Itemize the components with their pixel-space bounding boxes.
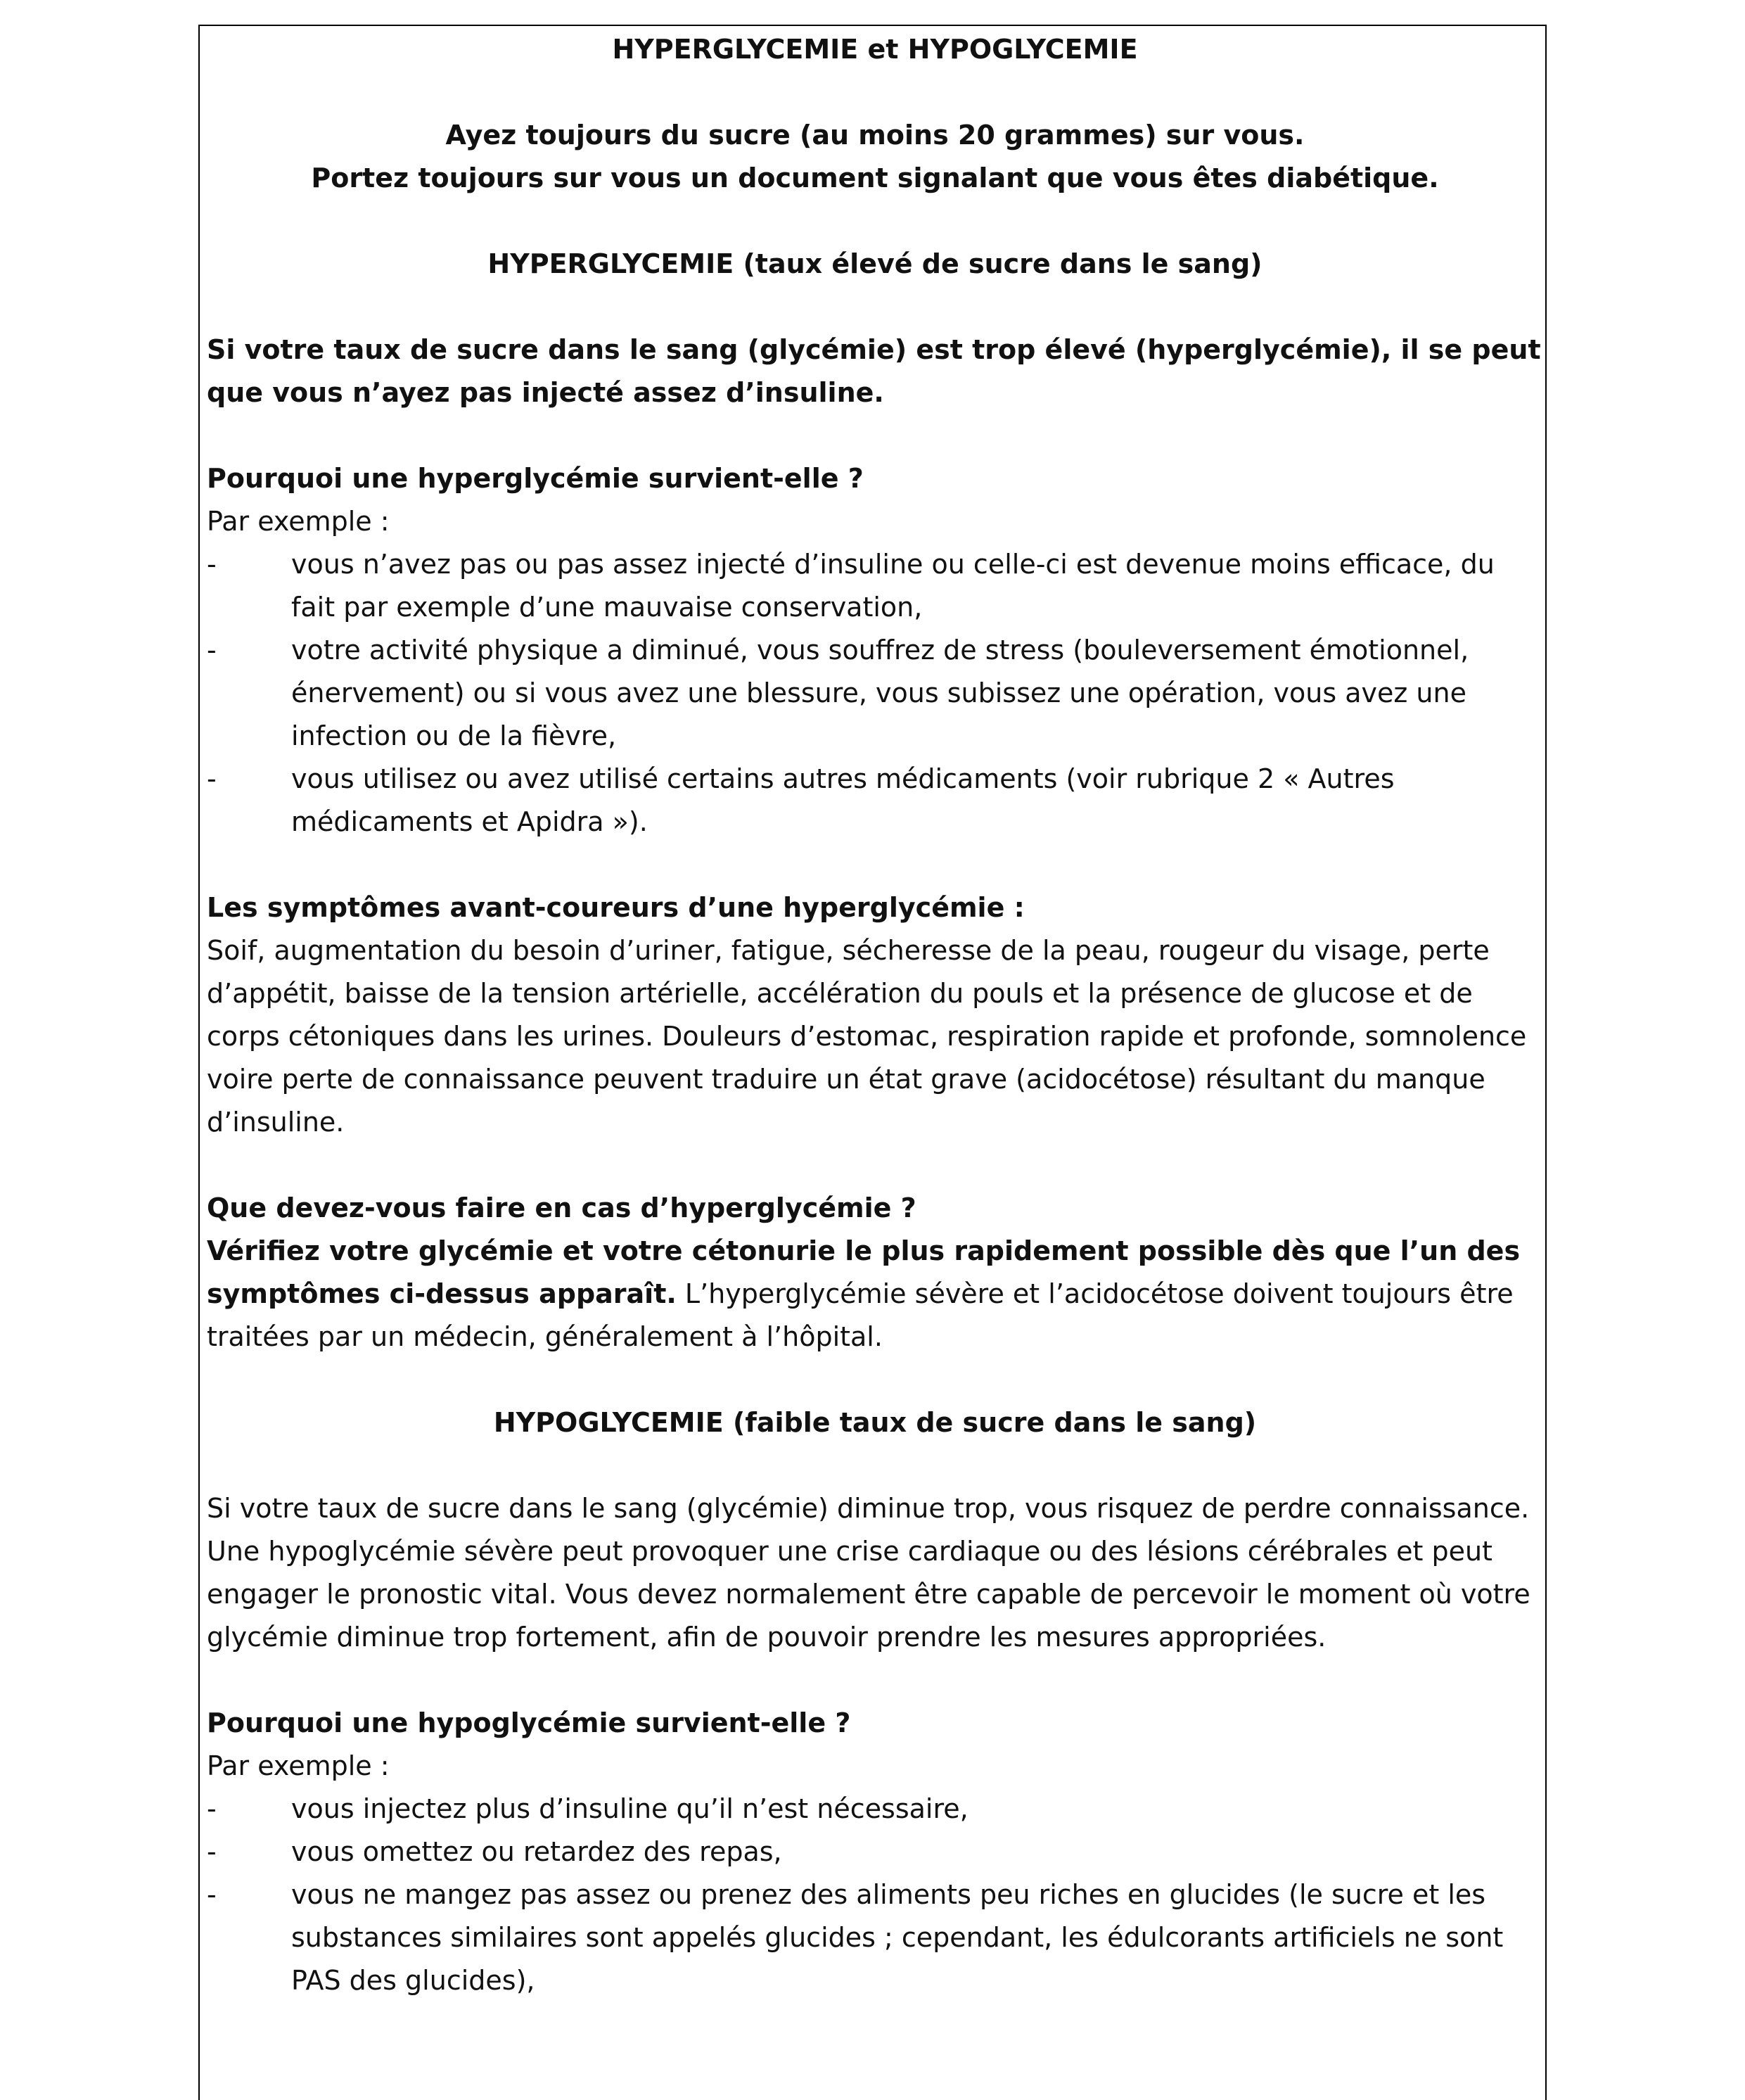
list-item-text: vous utilisez ou avez utilisé certains autres médicaments (voir rubrique 2 « Autres médicaments et Apidra »).: [291, 763, 1395, 837]
list-item: [207, 1831, 1543, 1873]
hyper-symptoms-heading: Les symptômes avant-coureurs d’une hyperglycémie :: [207, 892, 1025, 923]
list-dash: -: [207, 1836, 217, 1867]
list-item: [207, 543, 1543, 629]
intro-line-document: Portez toujours sur vous un document signalant que vous êtes diabétique.: [311, 163, 1439, 193]
list-item: [207, 1788, 1543, 1831]
hyper-heading: HYPERGLYCEMIE (taux élevé de sucre dans le sang): [487, 248, 1263, 279]
list-dash: -: [207, 1879, 217, 1910]
hypo-heading: HYPOGLYCEMIE (faible taux de sucre dans le sang): [493, 1407, 1257, 1438]
hypo-why-intro: Par exemple :: [207, 1750, 390, 1781]
intro-line-sugar: Ayez toujours du sucre (au moins 20 grammes) sur vous.: [445, 120, 1305, 151]
list-dash: -: [207, 1793, 217, 1824]
hyper-why-heading: Pourquoi une hyperglycémie survient-elle ?: [207, 463, 864, 494]
hyper-action-text: L’hyperglycémie sévère et l’acidocétose doivent toujours être traitées par un médecin, généralement à l’hôpital.: [207, 1278, 1514, 1352]
list-item-text: vous omettez ou retardez des repas,: [291, 1836, 782, 1867]
hypo-why-heading: Pourquoi une hypoglycémie survient-elle ?: [207, 1707, 851, 1738]
list-item-text: votre activité physique a diminué, vous souffrez de stress (bouleversement émotionnel, énervement) ou si vous avez une blessure, vous subissez une opération, vous avez une infection ou de la fièvre,: [291, 635, 1469, 751]
hyper-why-intro: Par exemple :: [207, 506, 390, 537]
hyper-lead: Si votre taux de sucre dans le sang (glycémie) est trop élevé (hyperglycémie), il se peut que vous n’ayez pas injecté assez d’insuline.: [207, 334, 1541, 408]
list-item: [207, 629, 1543, 758]
list-item: [207, 1873, 1543, 2002]
hypo-lead: Si votre taux de sucre dans le sang (glycémie) diminue trop, vous risquez de perdre connaissance. Une hypoglycémie sévère peut provoquer une crise cardiaque ou des lésions cérébrales et peut engager le pronostic vital. Vous devez normalement être capable de percevoir le moment où votre glycémie diminue trop fortement, afin de pouvoir prendre les mesures appropriées.: [207, 1493, 1530, 1653]
document-body: [207, 28, 1543, 2002]
list-item-text: vous ne mangez pas assez ou prenez des aliments peu riches en glucides (le sucre et les substances similaires sont appelés glucides ; cependant, les édulcorants artificiels ne sont PAS des glucides),: [291, 1879, 1504, 1996]
list-item-text: vous injectez plus d’insuline qu’il n’est nécessaire,: [291, 1793, 969, 1824]
hyper-symptoms-text: Soif, augmentation du besoin d’uriner, fatigue, sécheresse de la peau, rougeur du visage, perte d’appétit, baisse de la tension artérielle, accélération du pouls et la présence de glucose et de corps cétoniques dans les urines. Douleurs d’estomac, respiration rapide et profonde, somnolence voire perte de connaissance peuvent traduire un état grave (acidocétose) résultant du manque d’insuline.: [207, 935, 1527, 1138]
list-dash: -: [207, 549, 217, 580]
document-title: HYPERGLYCEMIE et HYPOGLYCEMIE: [612, 34, 1138, 65]
hyper-action-bold: Vérifiez votre glycémie et votre cétonurie le plus rapidement possible dès que l’un des symptômes ci-dessus apparaît.: [207, 1235, 1521, 1309]
list-dash: -: [207, 763, 217, 794]
list-item-text: vous n’avez pas ou pas assez injecté d’insuline ou celle-ci est devenue moins efficace, du fait par exemple d’une mauvaise conservation,: [291, 549, 1495, 623]
hyper-action-heading: Que devez-vous faire en cas d’hyperglycémie ?: [207, 1192, 916, 1223]
list-dash: -: [207, 635, 217, 666]
hyper-action-paragraph: [207, 1230, 1543, 1358]
list-item: [207, 758, 1543, 844]
